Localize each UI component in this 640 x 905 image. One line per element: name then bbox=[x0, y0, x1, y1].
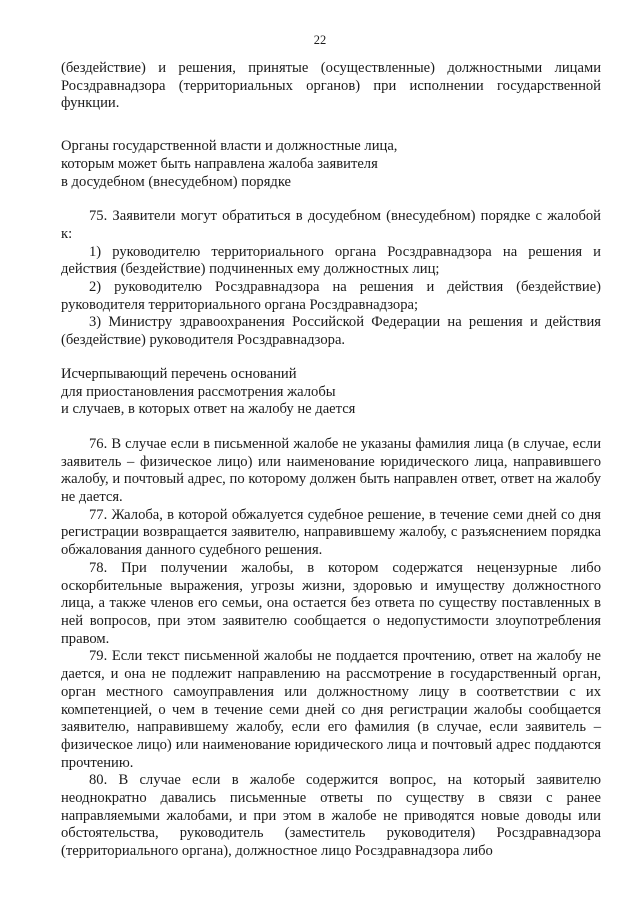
paragraph-75: 75. Заявители могут обратиться в досудебном (внесудебном) порядке с жалобой к: bbox=[61, 208, 601, 242]
heading-line: Исчерпывающий перечень оснований bbox=[61, 365, 297, 382]
heading-line: Органы государственной власти и должностные лица, bbox=[61, 138, 398, 155]
heading-line: в досудебном (внесудебном) порядке bbox=[61, 173, 292, 190]
paragraph-77: 77. Жалоба, в которой обжалуется судебное решение, в течение семи дней со дня регистрации возвращается заявителю, направившему жалобу, с разъяснением порядка обжалования данного судебного решения. bbox=[61, 506, 601, 559]
paragraph-79: 79. Если текст письменной жалобы не поддается прочтению, ответ на жалобу не дается, и она не подлежит направлению на рассмотрение в государственный орган, орган местного самоуправления или должностному лицу в соответствии с их компетенцией, о чем в течение семи дней со дня регистрации жалобы сообщается заявителю, направившему жалобу, если его фамилия (в случае, если заявитель – физическое лицо) или наименование юридического лица и почтовый адрес поддаются прочтению. bbox=[61, 648, 601, 771]
paragraph-80: 80. В случае если в жалобе содержится вопрос, на который заявителю неоднократно давались письменные ответы по существу в связи с ранее направляемыми жалобами, и при этом в жалобе не приводятся новые доводы или обстоятельства, руководитель (заместитель руководителя) Росздравнадзора (территориального органа), должностное лицо Росздравнадзора либо bbox=[61, 772, 601, 860]
list-item-75-2: 2) руководителю Росздравнадзора на решения и действия (бездействие) руководителя территориального органа Росздравнадзора; bbox=[61, 279, 601, 313]
heading-line: и случаев, в которых ответ на жалобу не дается bbox=[61, 401, 356, 418]
heading-line: которым может быть направлена жалоба заявителя bbox=[61, 155, 378, 172]
list-item-75-1: 1) руководителю территориального органа Росздравнадзора на решения и действия (бездействие) подчиненных ему должностных лиц; bbox=[61, 243, 601, 278]
heading-line: для приостановления рассмотрения жалобы bbox=[61, 383, 336, 400]
list-item-75-3: 3) Министру здравоохранения Российской Федерации на решения и действия (бездействие) руководителя Росздравнадзора. bbox=[61, 314, 601, 349]
page-number: 22 bbox=[313, 33, 327, 47]
paragraph-76: 76. В случае если в письменной жалобе не указаны фамилия лица (в случае, если заявитель – физическое лицо) или наименование юридического лица, направившего жалобу, и почтовый адрес, по которому должен быть направлен ответ, ответ на жалобу не дается. bbox=[61, 435, 601, 506]
paragraph-78: 78. При получении жалобы, в котором содержатся нецензурные либо оскорбительные выражения, угрозы жизни, здоровью и имуществу должностного лица, а также членов его семьи, она остается без ответа по существу поставленных в ней вопросов, при этом заявителю сообщается о недопустимости злоупотребления правом. bbox=[61, 559, 601, 647]
document-body bbox=[61, 60, 601, 861]
section-heading-suspension-grounds bbox=[61, 366, 601, 419]
paragraph-continuation: (бездействие) и решения, принятые (осуществленные) должностными лицами Росздравнадзора (территориальных органов) при исполнении государственной функции. bbox=[61, 60, 601, 112]
section-heading-complaint-authorities bbox=[61, 138, 601, 191]
